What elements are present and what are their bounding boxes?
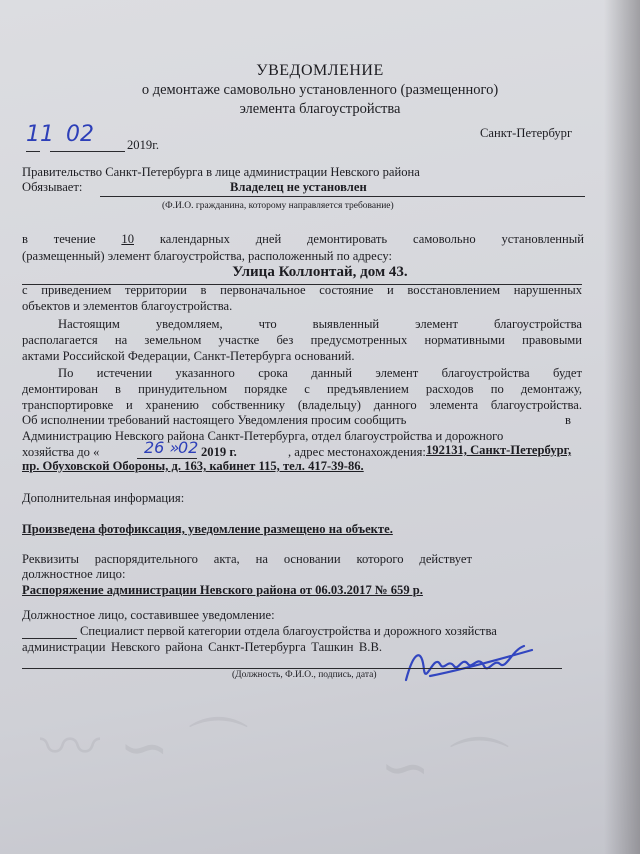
notify-line3: актами Российской Федерации, Санкт-Петербурга оснований. [22, 349, 355, 363]
report-line1: Об исполнении требований настоящего Уведомления просим сообщить [22, 413, 407, 427]
handwritten-day: 11 [26, 122, 54, 147]
notice-title: УВЕДОМЛЕНИЕ [256, 62, 384, 79]
expiry-line3: транспортировке и хранению собственнику (владельцу) данного элемента благоустройства. [22, 398, 582, 412]
report-line2: Администрацию Невского района Санкт-Петербурга, отдел благоустройства и дорожного [22, 429, 504, 443]
notice-subtitle-line2: элемента благоустройства [239, 101, 401, 117]
term-days-value: 10 [121, 232, 134, 246]
report-line3-start: хозяйства до « [22, 445, 100, 459]
notify-line2: располагается на земельном участке без предусмотренных нормативными правовыми [22, 333, 582, 347]
restore-line1: с приведением территории в первоначальное состояние и восстановлением нарушенных [22, 283, 582, 297]
additional-info-value: Произведена фотофиксация, уведомление размещено на объекте. [22, 522, 393, 536]
handwritten-deadline-month: 02 [178, 438, 199, 457]
expiry-line2: демонтирован в принудительном порядке с предъявлением расходов по демонтажу, [22, 382, 582, 396]
bleed-through-mark: 〰 ∽ ⌒ [40, 713, 249, 783]
location-value: 192131, Санкт-Петербург, [426, 443, 572, 457]
requisites-value: Распоряжение администрации Невского района от 06.03.2017 № 659 р. [22, 583, 423, 597]
requisites-line2: должностное лицо: [22, 567, 126, 581]
page-shadow [604, 0, 640, 854]
deadline-year: 2019 г. [201, 445, 237, 459]
official-line2: администрации Невского района Санкт-Петербурга Ташкин В.В. [22, 640, 382, 654]
obliges-label: Обязывает: [22, 180, 83, 194]
restore-line2: объектов и элементов благоустройства. [22, 299, 233, 313]
additional-info-label: Дополнительная информация: [22, 491, 185, 505]
handwritten-month: 02 [66, 122, 94, 147]
government-line: Правительство Санкт-Петербурга в лице администрации Невского района [22, 165, 420, 179]
term-line2: (размещенный) элемент благоустройства, расположенный по адресу: [22, 249, 393, 263]
location-label: , адрес местонахождения: [288, 445, 426, 459]
notice-subtitle-line1: о демонтаже самовольно установленного (размещенного) [141, 82, 499, 98]
date-year: 2019г. [127, 138, 160, 152]
requisites-line1: Реквизиты распорядительного акта, на основании которого действует [22, 552, 472, 566]
handwritten-deadline-day: 26 » [144, 438, 180, 457]
term-line: в течение 10 календарных дней демонтировать самовольно установленный [22, 232, 584, 246]
notify-line1: Настоящим уведомляем, что выявленный элемент благоустройства [58, 317, 582, 331]
signature-mark [400, 640, 540, 690]
bleed-through-mark: ∽ ⌒ [380, 733, 510, 803]
expiry-line1: По истечении указанного срока данный элемент благоустройства будет [58, 366, 582, 380]
location-value-line2: пр. Обуховской Обороны, д. 163, кабинет 115, тел. 417-39-86. [22, 459, 364, 473]
owner-value: Владелец не установлен [230, 180, 367, 194]
signature-caption: (Должность, Ф.И.О., подпись, дата) [232, 670, 377, 680]
official-line1-position: Специалист первой категории отдела благоустройства и дорожного хозяйства [80, 624, 497, 638]
owner-caption: (Ф.И.О. гражданина, которому направляется требование) [162, 201, 394, 211]
city: Санкт-Петербург [480, 126, 573, 140]
official-label: Должностное лицо, составившее уведомление: [22, 608, 275, 622]
report-line1-end: в [565, 413, 571, 427]
address-value: Улица Коллонтай, дом 43. [232, 264, 408, 280]
